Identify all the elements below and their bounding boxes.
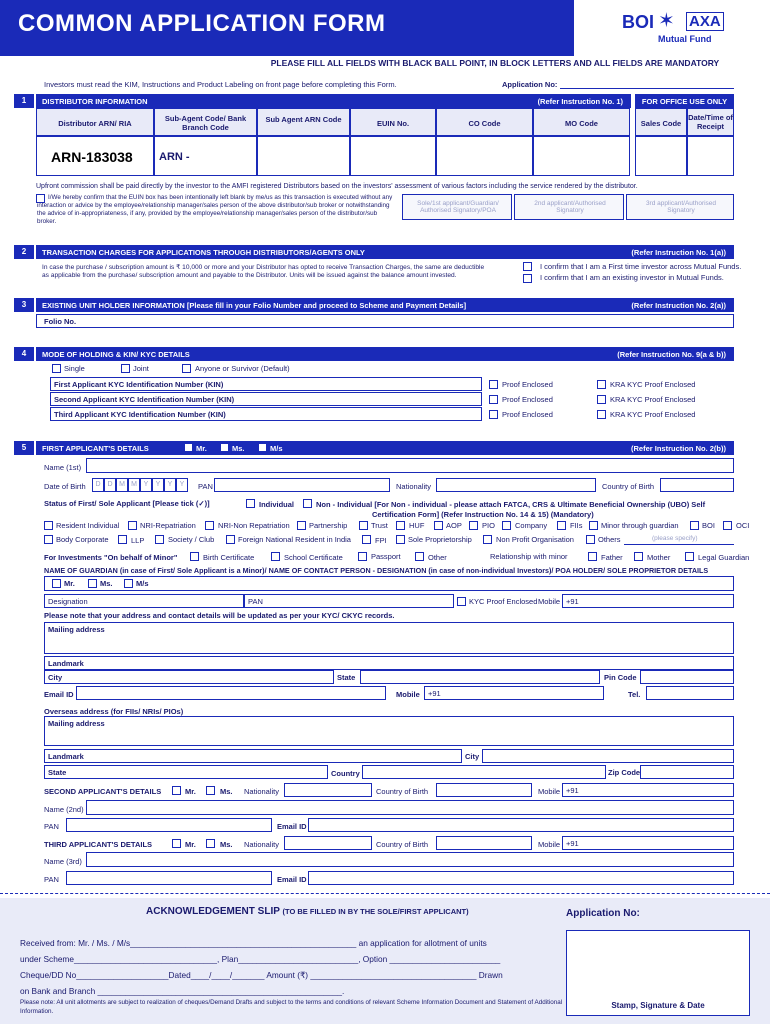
name-first-field[interactable] <box>86 458 734 473</box>
date-receipt-box[interactable] <box>687 136 734 176</box>
overseas-state-field[interactable] <box>44 765 328 779</box>
euin-declaration: I/We hereby confirm that the EUIN box has been intentionally left blank by me/us as this transaction is executed without any interaction or advice by the employee/relationship manager/sales person of the above distributor/sub broker or notwithstanding the advice of in-appropriateness, if any, provided by the employee/relationship manager/sales person of the distributor/sub broker. <box>37 194 393 225</box>
mandatory-note: PLEASE FILL ALL FIELDS WITH BLACK BALL POINT, IN BLOCK LETTERS AND ALL FIELDS ARE MANDATORY <box>270 58 720 68</box>
status-option: Company <box>515 521 548 530</box>
section-3-ref: (Refer Instruction No. 2(a)) <box>631 301 726 310</box>
guardian-mis-label: M/s <box>136 579 149 588</box>
third-mobile-label: Mobile <box>538 840 561 849</box>
slip-title-main: ACKNOWLEDGEMENT SLIP <box>146 906 280 917</box>
guardian-mis-checkbox[interactable] <box>124 579 133 588</box>
third-nationality-field[interactable] <box>284 836 372 850</box>
body-corporate-checkbox[interactable] <box>44 535 53 544</box>
guardian-mobile-field[interactable] <box>562 594 734 608</box>
status-option: Partnership <box>309 521 348 530</box>
status-option: HUF <box>409 521 425 530</box>
status-option: FPI <box>375 536 387 545</box>
behalf-option: Mother <box>647 553 671 562</box>
ms-label: Ms. <box>232 444 245 453</box>
overseas-label: Overseas address (for FIIs/ NRIs/ PIOs) <box>44 707 184 716</box>
passport-checkbox[interactable] <box>358 552 367 561</box>
second-mr-label: Mr. <box>185 787 196 796</box>
mis-checkbox[interactable] <box>258 443 267 452</box>
third-mr-checkbox[interactable] <box>172 839 181 848</box>
status-option: Trust <box>371 521 388 530</box>
kin-third-field[interactable] <box>50 407 482 421</box>
arn-prefix: ARN - <box>159 151 190 163</box>
second-plus91: +91 <box>566 786 579 795</box>
status-option: OCI <box>736 521 750 530</box>
section-4-bar <box>36 347 734 361</box>
status-option: Resident Individual <box>56 521 120 530</box>
section-2-title: TRANSACTION CHARGES FOR APPLICATIONS THROUGH DISTRIBUTORS/AGENTS ONLY <box>42 248 365 257</box>
name-third-field[interactable] <box>86 852 734 867</box>
kim-instruction: Investors must read the KIM, Instructions and Product Labeling on front page before completing this Form. <box>44 80 397 89</box>
sign-2-label: 2nd applicant/Authorised Signatory <box>534 200 606 214</box>
kin-first-label: First Applicant KYC Identification Number (KIN) <box>54 380 224 389</box>
behalf-option: Father <box>601 553 623 562</box>
txn-charge-text-1: In case the purchase / subscription amount is ₹ 10,000 or more and your Distributor has opted to receive Transaction Charges, the same are deductible <box>42 264 485 271</box>
state-label: State <box>337 673 356 682</box>
sub-agent-arn-box[interactable] <box>257 136 350 176</box>
third-ms-label: Ms. <box>220 840 233 849</box>
sub-agent-code-box[interactable] <box>154 136 257 176</box>
section-4-ref: (Refer Instruction No. 9(a & b)) <box>617 350 726 359</box>
proof-second-label: Proof Enclosed <box>502 395 553 404</box>
dob-box[interactable]: Y <box>152 478 164 492</box>
society-club-checkbox[interactable] <box>155 535 164 544</box>
city-field[interactable] <box>44 670 334 684</box>
slip-title <box>146 906 469 917</box>
arn-value-box[interactable] <box>36 136 154 176</box>
dob-box[interactable]: M <box>128 478 140 492</box>
header-banner <box>0 0 574 56</box>
col-sales-code: Sales Code <box>635 108 687 136</box>
cob-field[interactable] <box>660 478 734 492</box>
school-cert-checkbox[interactable] <box>271 552 280 561</box>
cob-label: Country of Birth <box>602 482 655 491</box>
slip-line-3: Cheque/DD No____________________Dated____/____/_______ Amount (₹) ____________________________________ Drawn <box>20 970 503 980</box>
col-euin: EUIN No. <box>350 108 436 136</box>
col-sub-agent-code: Sub-Agent Code/ Bank Branch Code <box>154 108 257 136</box>
name-second-field[interactable] <box>86 800 734 815</box>
country-field[interactable] <box>362 765 606 779</box>
overseas-city-field[interactable] <box>482 749 734 763</box>
overseas-landmark-label: Landmark <box>48 752 84 761</box>
kra-second-label: KRA KYC Proof Enclosed <box>610 395 696 404</box>
others-specify-hint: (please specify) <box>652 535 698 542</box>
slip-line-2: under Scheme_______________________________, Plan__________________________, Option ________________________ <box>20 954 501 964</box>
section-1-number: 1 <box>14 94 34 108</box>
first-time-investor-label: I confirm that I am a First time investor across Mutual Funds. <box>540 262 742 271</box>
form-title: COMMON APPLICATION FORM <box>18 10 386 37</box>
other-checkbox[interactable] <box>415 552 424 561</box>
section-3-title: EXISTING UNIT HOLDER INFORMATION [Please fill in your Folio Number and proceed to Scheme and Payment Details] <box>42 301 467 310</box>
country-label: Country <box>331 769 360 778</box>
kra-first-label: KRA KYC Proof Enclosed <box>610 380 696 389</box>
non-profit-checkbox[interactable] <box>483 535 492 544</box>
dob-box[interactable]: D <box>92 478 104 492</box>
application-no-label: Application No: <box>502 80 558 89</box>
status-option: PIO <box>482 521 495 530</box>
name-second-label: Name (2nd) <box>44 805 84 814</box>
third-applicant-title: THIRD APPLICANT'S DETAILS <box>44 840 153 849</box>
overseas-state-label: State <box>48 768 67 777</box>
behalf-option: Other <box>428 553 447 562</box>
second-ms-label: Ms. <box>220 787 233 796</box>
folio-label: Folio No. <box>44 317 77 326</box>
third-email-field[interactable] <box>308 871 734 885</box>
guardian-ms-label: Ms. <box>100 579 113 588</box>
aop-checkbox[interactable] <box>434 521 443 530</box>
tel-label: Tel. <box>628 690 641 699</box>
email-field[interactable] <box>76 686 386 700</box>
single-checkbox[interactable] <box>52 364 61 373</box>
third-pan-label: PAN <box>44 875 59 884</box>
upfront-note: Upfront commission shall be paid directly by the investor to the AMFI registered Distributors based on the investors' assessment of various factors including the service rendered by the distributor. <box>36 183 638 190</box>
mr-label: Mr. <box>196 444 207 453</box>
col-distributor-arn: Distributor ARN/ RIA <box>36 108 154 136</box>
behalf-option: Passport <box>371 552 401 561</box>
guardian-ms-checkbox[interactable] <box>88 579 97 588</box>
kin-second-label: Second Applicant KYC Identification Number (KIN) <box>54 395 235 404</box>
status-option: Society / Club <box>168 535 215 544</box>
partnership-checkbox[interactable] <box>297 521 306 530</box>
status-option: Minor through guardian <box>601 521 679 530</box>
mother-checkbox[interactable] <box>634 552 643 561</box>
company-checkbox[interactable] <box>502 521 511 530</box>
section-5-ref: (Refer Instruction No. 2(b)) <box>631 444 726 453</box>
slip-line-4: on Bank and Branch _____________________________________________________. <box>20 986 345 996</box>
third-cob-field[interactable] <box>436 836 532 850</box>
guardian-pan-label: PAN <box>248 597 263 606</box>
second-mobile-label: Mobile <box>538 787 561 796</box>
kyc-proof-checkbox[interactable] <box>457 597 466 606</box>
fiis-checkbox[interactable] <box>557 521 566 530</box>
status-option: AOP <box>446 521 462 530</box>
non-individual-label-2: Certification Form] (Refer Instruction No. 14 & 15) (Mandatory) <box>372 510 594 519</box>
status-option: BOI <box>702 521 715 530</box>
section-1-title: DISTRIBUTOR INFORMATION <box>42 97 148 106</box>
arn-value: ARN-183038 <box>51 149 133 165</box>
mobile-label: Mobile <box>396 690 420 699</box>
behalf-option: Birth Certificate <box>203 553 255 562</box>
mobile-plus91: +91 <box>428 689 441 698</box>
kin-third-label: Third Applicant KYC Identification Number (KIN) <box>54 410 226 419</box>
slip-title-sub: (TO BE FILLED IN BY THE SOLE/FIRST APPLICANT) <box>282 907 469 916</box>
mobile-field[interactable] <box>424 686 604 700</box>
col-mo-code: MO Code <box>533 108 630 136</box>
boi-axa-logo <box>612 6 762 50</box>
co-code-box[interactable] <box>436 136 533 176</box>
col-co-code: CO Code <box>436 108 533 136</box>
guardian-mr-checkbox[interactable] <box>52 579 61 588</box>
application-no-line <box>560 88 734 89</box>
landmark-field[interactable] <box>44 656 734 670</box>
overseas-landmark-field[interactable] <box>44 749 462 763</box>
behalf-option: Legal Guardian <box>698 553 750 562</box>
individual-label: Individual <box>259 500 295 509</box>
third-ms-checkbox[interactable] <box>206 839 215 848</box>
overseas-address-field[interactable] <box>44 716 734 746</box>
section-3-bar <box>36 298 734 312</box>
city-label: City <box>48 673 63 682</box>
status-option: Sole Proprietorship <box>408 535 472 544</box>
section-1-ref: (Refer Instruction No. 1) <box>537 97 623 106</box>
slip-app-no: Application No: <box>566 908 640 919</box>
state-field[interactable] <box>360 670 600 684</box>
dob-box[interactable]: Y <box>176 478 188 492</box>
section-3-number: 3 <box>14 298 34 312</box>
tel-field[interactable] <box>646 686 734 700</box>
designation-label: Designation <box>48 597 88 606</box>
sign-box-3[interactable] <box>626 194 734 220</box>
proof-second-checkbox[interactable] <box>489 395 498 404</box>
section-1-bar <box>36 94 631 108</box>
pan-label: PAN <box>198 482 213 491</box>
pio-checkbox[interactable] <box>469 521 478 530</box>
third-cob-label: Country of Birth <box>376 840 429 849</box>
status-option: LLP <box>131 536 145 545</box>
fpi-checkbox[interactable] <box>362 535 371 544</box>
col-sub-agent-arn: Sub Agent ARN Code <box>257 108 350 136</box>
pan-field[interactable] <box>214 478 390 492</box>
birth-cert-checkbox[interactable] <box>190 552 199 561</box>
section-2-ref: (Refer Instruction No. 1(a)) <box>631 248 726 257</box>
euin-box[interactable] <box>350 136 436 176</box>
status-option: Others <box>598 535 621 544</box>
trust-checkbox[interactable] <box>359 521 368 530</box>
section-5-number: 5 <box>14 441 34 455</box>
second-email-field[interactable] <box>308 818 734 832</box>
others-checkbox[interactable] <box>586 535 595 544</box>
non-individual-label: Non - Individual [For Non - individual - please attach FATCA, CRS & Ultimate Beneficial Ownership (UBO) Self <box>316 500 706 509</box>
kin-second-field[interactable] <box>50 392 482 406</box>
zipcode-field[interactable] <box>640 765 734 779</box>
section-2-bar <box>36 245 734 259</box>
joint-checkbox[interactable] <box>121 364 130 373</box>
mis-label: M/s <box>270 444 283 453</box>
second-mobile-field[interactable] <box>562 783 734 797</box>
oci-checkbox[interactable] <box>723 521 732 530</box>
joint-label: Joint <box>133 364 149 373</box>
dob-box[interactable]: Y <box>164 478 176 492</box>
sign-3-label: 3rd applicant/Authorised Signatory <box>645 200 717 214</box>
name-third-label: Name (3rd) <box>44 857 82 866</box>
mr-checkbox[interactable] <box>184 443 193 452</box>
minor-guardian-checkbox[interactable] <box>589 521 598 530</box>
slip-line-1: Received from: Mr. / Ms. / M/s_________________________________________________ an application for allotment of units <box>20 938 487 948</box>
col-date-time-receipt: Date/Time of Receipt <box>687 108 734 136</box>
folio-number-field[interactable] <box>36 314 734 328</box>
legal-guardian-checkbox[interactable] <box>685 552 694 561</box>
third-mr-label: Mr. <box>185 840 196 849</box>
resident-individual-checkbox[interactable] <box>44 521 53 530</box>
foreign-national-checkbox[interactable] <box>226 535 235 544</box>
third-mobile-field[interactable] <box>562 836 734 850</box>
mailing-address-field[interactable] <box>44 622 734 654</box>
nationality-field[interactable] <box>436 478 596 492</box>
kra-third-checkbox[interactable] <box>597 410 606 419</box>
pincode-field[interactable] <box>640 670 734 684</box>
sign-box-2[interactable] <box>514 194 624 220</box>
section-4-number: 4 <box>14 347 34 361</box>
stamp-label: Stamp, Signature & Date <box>611 1001 705 1010</box>
acknowledgement-slip <box>0 898 770 1024</box>
guardian-mobile-label: Mobile <box>538 597 561 606</box>
behalf-minor-label: For Investments "On behalf of Minor" <box>44 553 178 562</box>
status-option: Body Corporate <box>56 535 109 544</box>
status-option: Foreign National Resident in India <box>238 535 351 544</box>
email-label: Email ID <box>44 690 74 699</box>
dob-box[interactable]: Y <box>140 478 152 492</box>
stamp-box[interactable] <box>566 930 750 1016</box>
txn-charge-text-2: as applicable from the purchase/ subscription amount and payable to the Distributor. Units will be issued against the balance amount invested. <box>42 272 457 279</box>
designation-field[interactable] <box>44 594 244 608</box>
first-time-investor-checkbox[interactable] <box>523 262 532 271</box>
llp-checkbox[interactable] <box>118 535 127 544</box>
ms-checkbox[interactable] <box>220 443 229 452</box>
second-applicant-title: SECOND APPLICANT'S DETAILS <box>44 787 162 796</box>
dob-box[interactable]: M <box>116 478 128 492</box>
logo-mutual-fund: Mutual Fund <box>658 34 712 44</box>
kra-first-checkbox[interactable] <box>597 380 606 389</box>
second-cob-label: Country of Birth <box>376 787 429 796</box>
status-option: Non Profit Organisation <box>496 535 574 544</box>
proof-first-label: Proof Enclosed <box>502 380 553 389</box>
father-checkbox[interactable] <box>588 552 597 561</box>
second-email-label: Email ID <box>277 822 307 831</box>
status-option: NRI-Repatriation <box>140 521 196 530</box>
pincode-label: Pin Code <box>604 673 637 682</box>
third-email-label: Email ID <box>277 875 307 884</box>
individual-checkbox[interactable] <box>246 499 255 508</box>
anyone-survivor-checkbox[interactable] <box>182 364 191 373</box>
nri-non-repatriation-checkbox[interactable] <box>205 521 214 530</box>
section-5-bar <box>36 441 734 455</box>
existing-investor-checkbox[interactable] <box>523 274 532 283</box>
proof-third-label: Proof Enclosed <box>502 410 553 419</box>
status-option: NRI-Non Repatriation <box>218 521 290 530</box>
sign-box-1[interactable] <box>402 194 512 220</box>
section-5-title: FIRST APPLICANT'S DETAILS <box>42 444 149 453</box>
overseas-mailing-label: Mailing address <box>48 719 105 728</box>
office-use-bar <box>635 94 734 108</box>
relationship-minor-label: Relationship with minor <box>490 552 568 561</box>
third-pan-field[interactable] <box>66 871 272 885</box>
existing-investor-label: I confirm that I am an existing investor in Mutual Funds. <box>540 273 724 282</box>
sales-code-box[interactable] <box>635 136 687 176</box>
behalf-option: School Certificate <box>284 553 343 562</box>
second-nationality-field[interactable] <box>284 783 372 797</box>
mailing-address-label: Mailing address <box>48 625 105 634</box>
second-cob-field[interactable] <box>436 783 532 797</box>
sign-1-label: Sole/1st applicant/Guardian/ Authorised Signatory/POA <box>417 200 499 214</box>
nri-repatriation-checkbox[interactable] <box>128 521 137 530</box>
zipcode-label: Zip Code <box>608 768 641 777</box>
status-option: FIIs <box>570 521 583 530</box>
kin-first-field[interactable] <box>50 377 482 391</box>
address-note: Please note that your address and contact details will be updated as per your KYC/ CKYC records. <box>44 611 395 620</box>
dob-label: Date of Birth <box>44 482 86 491</box>
landmark-label: Landmark <box>48 659 84 668</box>
kra-second-checkbox[interactable] <box>597 395 606 404</box>
sole-proprietorship-checkbox[interactable] <box>396 535 405 544</box>
non-individual-checkbox[interactable] <box>303 499 312 508</box>
slip-note: Please note: All unit allotments are subject to realization of cheques/Demand Drafts and subject to the terms and conditions of relevant Scheme Information Document and Statement of Additional Information. <box>20 999 563 1015</box>
overseas-city-label: City <box>465 752 480 761</box>
office-use-title: FOR OFFICE USE ONLY <box>641 97 728 106</box>
third-nationality-label: Nationality <box>244 840 280 849</box>
name-first-label: Name (1st) <box>44 463 82 472</box>
boi-checkbox[interactable] <box>690 521 699 530</box>
status-label: Status of First/ Sole Applicant [Please tick (✓)] <box>44 499 210 508</box>
guardian-mr-label: Mr. <box>64 579 75 588</box>
guardian-title: NAME OF GUARDIAN (in case of First/ Sole Applicant is a Minor)/ NAME OF CONTACT PERSON - DESIGNATION (in case of non-individual Investors)/ POA HOLDER/ SOLE PROPRIETOR DETAILS <box>44 566 709 575</box>
mo-code-box[interactable] <box>533 136 630 176</box>
second-pan-field[interactable] <box>66 818 272 832</box>
cut-line <box>0 893 770 894</box>
third-plus91: +91 <box>566 839 579 848</box>
dob-box[interactable]: D <box>104 478 116 492</box>
huf-checkbox[interactable] <box>396 521 405 530</box>
star-icon: ✶ <box>658 10 675 32</box>
second-pan-label: PAN <box>44 822 59 831</box>
kyc-proof-label: KYC Proof Enclosed <box>469 597 538 606</box>
section-2-number: 2 <box>14 245 34 259</box>
section-4-title: MODE OF HOLDING & KIN/ KYC DETAILS <box>42 350 190 359</box>
guardian-pan-field[interactable] <box>244 594 454 608</box>
others-specify-line <box>624 544 734 545</box>
anyone-survivor-label: Anyone or Survivor (Default) <box>195 364 290 373</box>
single-label: Single <box>64 364 85 373</box>
logo-boi-text: BOI <box>622 12 655 32</box>
second-mr-checkbox[interactable] <box>172 786 181 795</box>
proof-third-checkbox[interactable] <box>489 410 498 419</box>
guardian-plus91: +91 <box>566 597 579 606</box>
proof-first-checkbox[interactable] <box>489 380 498 389</box>
nationality-label: Nationality <box>396 482 432 491</box>
kra-third-label: KRA KYC Proof Enclosed <box>610 410 696 419</box>
logo-axa-text: AXA <box>686 12 724 31</box>
second-ms-checkbox[interactable] <box>206 786 215 795</box>
second-nationality-label: Nationality <box>244 787 280 796</box>
